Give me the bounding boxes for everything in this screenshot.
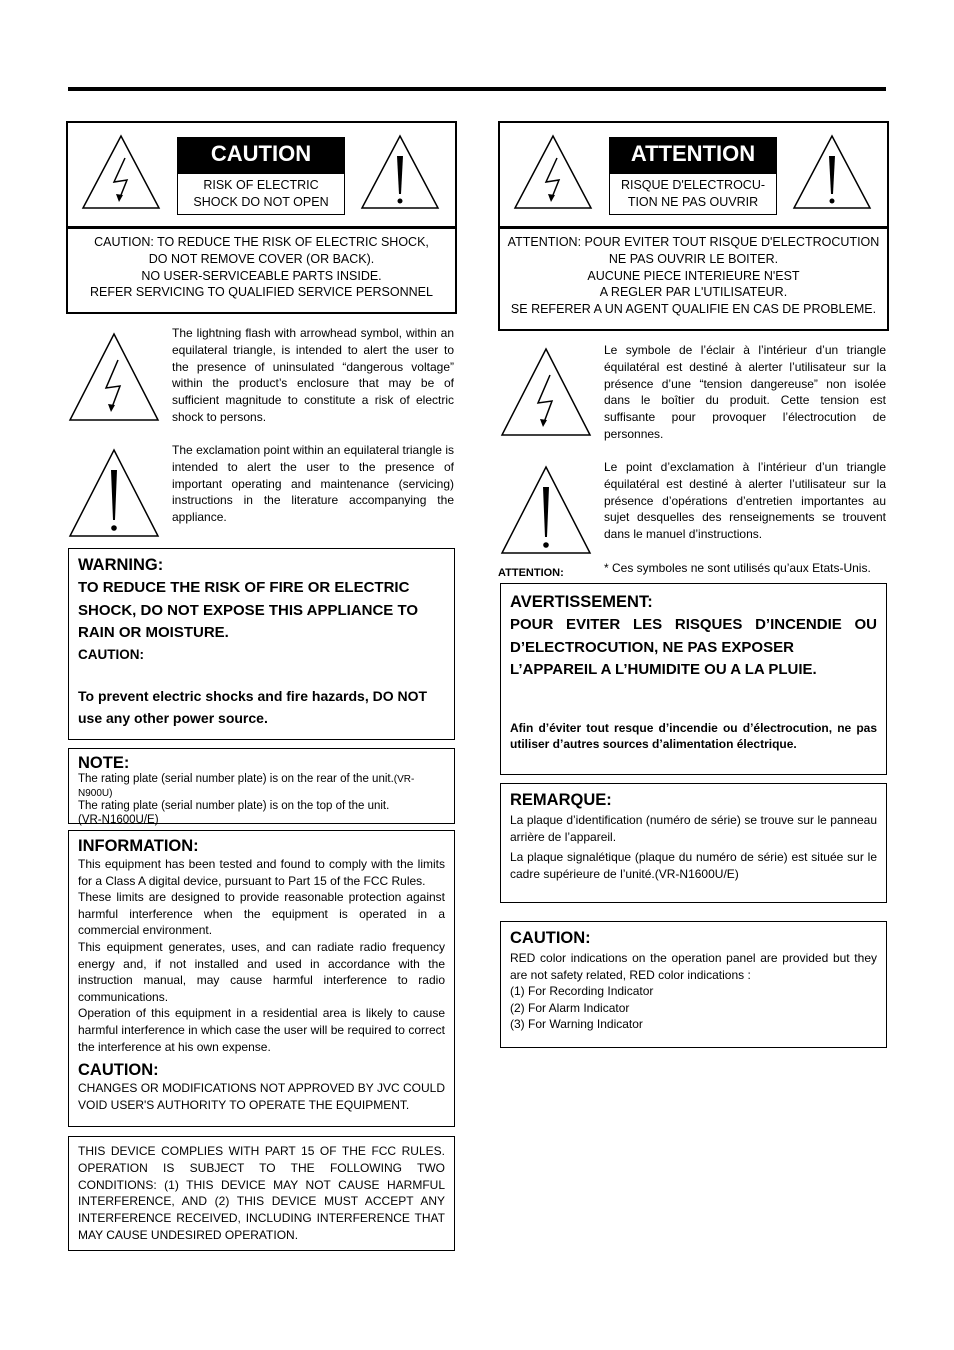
exclamation-warning-icon-fr <box>792 134 872 210</box>
avertissement-title: AVERTISSEMENT: <box>510 593 653 611</box>
caution-divider <box>68 226 455 229</box>
information-caution-title: CAUTION: <box>78 1061 159 1080</box>
avertissement-line-3: L’APPAREIL A L’HUMIDITE OU A LA PLUIE. <box>510 661 817 678</box>
information-box <box>68 830 455 1127</box>
lightning-triangle-icon-fr <box>500 347 592 437</box>
exclamation-description-fr: Le point d’exclamation à l’intérieur d’un triangle équilatéral est destiné à alerter l’utilisateur sur la présence d’opérations d’entretien importantes au sujet desquelles des renseignements se trouvent dans le manuel d’instructions. <box>604 460 886 542</box>
attention-label-text: ATTENTION: POUR EVITER TOUT RISQUE D'ELECTROCUTION NE PAS OUVRIR LE BOITER. AUCUNE PIECE INTERIEURE N'EST A REGLER PAR L'UTILISATEUR. SE REFERER A UN AGENT QUALIFIE EN CAS DE PROBLEME. <box>507 235 880 317</box>
note-box <box>68 748 455 824</box>
red-caution-line-1: RED color indications on the operation panel are provided but they are not safety related, RED color indications : <box>510 951 877 982</box>
avertissement-line-1: POUR EVITER LES RISQUES D’INCENDIE OU <box>510 616 877 633</box>
fcc-box <box>68 1136 455 1251</box>
caution-label-text: CAUTION: TO REDUCE THE RISK OF ELECTRIC SHOCK, DO NOT REMOVE COVER (OR BACK). NO USER-SERVICEABLE PARTS INSIDE. REFER SERVICING TO QUALIFIED SERVICE PERSONNEL <box>90 235 433 300</box>
avertissement-box <box>500 583 887 775</box>
caution-label-panel <box>66 121 457 314</box>
note-line-1: The rating plate (serial number plate) is on the rear of the unit. <box>78 773 394 785</box>
information-p4: Operation of this equipment in a residential area is likely to cause harmful interference in which case the user will be required to correct the interference at his own expense. <box>78 1006 445 1054</box>
note-line-3: (VR-N1600U/E) <box>78 813 159 826</box>
attention-divider <box>500 226 887 229</box>
exclamation-description: The exclamation point within an equilateral triangle is intended to alert the user to the presence of important operating and maintenance (servicing) instructions in the literature accompanying the appliance. <box>172 443 454 525</box>
caution-badge-subtext: RISK OF ELECTRIC SHOCK DO NOT OPEN <box>177 173 345 215</box>
red-caution-line-4: (3) For Warning Indicator <box>510 1017 643 1032</box>
attention-label-panel <box>498 121 889 331</box>
avertissement-line-2: D’ELECTROCUTION, NE PAS EXPOSER <box>510 638 794 656</box>
top-rule <box>68 87 886 91</box>
information-caution-body: CHANGES OR MODIFICATIONS NOT APPROVED BY JVC COULD VOID USER'S AUTHORITY TO OPERATE THE EQUIPMENT. <box>78 1081 445 1112</box>
lightning-triangle-icon <box>68 332 160 422</box>
remarque-title: REMARQUE: <box>510 791 612 809</box>
information-p3: This equipment generates, uses, and can radiate radio frequency energy and, if not installed and used in accordance with the instruction manual, may cause harmful interference to radio communications. <box>78 939 445 1004</box>
information-title: INFORMATION: <box>78 837 199 855</box>
caution-badge: CAUTION <box>177 137 345 173</box>
exclamation-warning-icon <box>360 134 440 210</box>
warning-box <box>68 548 455 740</box>
attention-badge: ATTENTION <box>609 137 777 173</box>
warning-caution-body: To prevent electric shocks and fire hazards, DO NOT use any other power source. <box>78 687 428 726</box>
lightning-description-fr: Le symbole de l’éclair à l’intérieur d’un triangle équilatéral est destiné à alerter l’utilisateur sur la présence d’une “tension dangereuse” non isolée dans le boîtier du produit. Cette tension est suffisante pour provoquer l’électrocution de personnes. <box>604 343 886 441</box>
attention-word: ATTENTION: <box>498 567 564 579</box>
exclamation-triangle-icon-fr <box>500 465 592 555</box>
red-caution-line-2: (1) For Recording Indicator <box>510 984 654 999</box>
information-p2: These limits are designed to provide reasonable protection against harmful interference when the equipment is operated in a commercial environment. <box>78 890 445 938</box>
note-title: NOTE: <box>78 754 130 772</box>
lightning-warning-icon <box>81 134 161 210</box>
lightning-description: The lightning flash with arrowhead symbol, within an equilateral triangle, is intended to alert the user to the presence of uninsulated “dangerous voltage” within the product’s enclosure that may be of sufficient magnitude to constitute a risk of electric shock to persons. <box>172 326 454 424</box>
warning-caution-title: CAUTION: <box>78 646 144 662</box>
red-caution-line-3: (2) For Alarm Indicator <box>510 1000 630 1015</box>
remarque-p2: La plaque signalétique (plaque du numéro de série) est située sur le cadre supérieure de l’unité.(VR-N1600U/E) <box>510 850 877 881</box>
note-line-2: The rating plate (serial number plate) is on the top of the unit. <box>78 800 390 812</box>
remarque-box <box>500 783 887 903</box>
warning-body: TO REDUCE THE RISK OF FIRE OR ELECTRIC SHOCK, DO NOT EXPOSE THIS APPLIANCE TO RAIN OR MOISTURE. <box>78 579 419 641</box>
attention-badge-subtext: RISQUE D'ELECTROCU- TION NE PAS OUVRIR <box>609 173 777 215</box>
lightning-warning-icon-fr <box>513 134 593 210</box>
avertissement-body: Afin d’éviter tout resque d’incendie ou d’électrocution, ne pas utiliser d’autres sources d’alimentation électrique. <box>510 720 877 752</box>
note-model-900: (VR-N900U) <box>78 774 415 799</box>
red-indicator-caution-box <box>500 921 887 1048</box>
symbols-footnote: * Ces symboles ne sont utilisés qu’aux Etats-Unis. <box>604 561 871 575</box>
information-p1: This equipment has been tested and found to comply with the limits for a Class A digital device, pursuant to Part 15 of the FCC Rules. <box>78 857 445 888</box>
fcc-text: THIS DEVICE COMPLIES WITH PART 15 OF THE FCC RULES. OPERATION IS SUBJECT TO THE FOLLOWING TWO CONDITIONS: (1) THIS DEVICE MAY NOT CAUSE HARMFUL INTERFERENCE, AND (2) THIS DEVICE MUST ACCEPT ANY INTERFERENCE RECEIVED, INCLUDING INTERFERENCE THAT MAY CAUSE UNDESIRED OPERATION. <box>78 1144 445 1242</box>
red-caution-title: CAUTION: <box>510 929 591 947</box>
remarque-p1: La plaque d’identification (numéro de série) se trouve sur le panneau arrière de l’appareil. <box>510 813 877 844</box>
warning-title: WARNING: <box>78 556 164 574</box>
exclamation-triangle-icon <box>68 448 160 538</box>
